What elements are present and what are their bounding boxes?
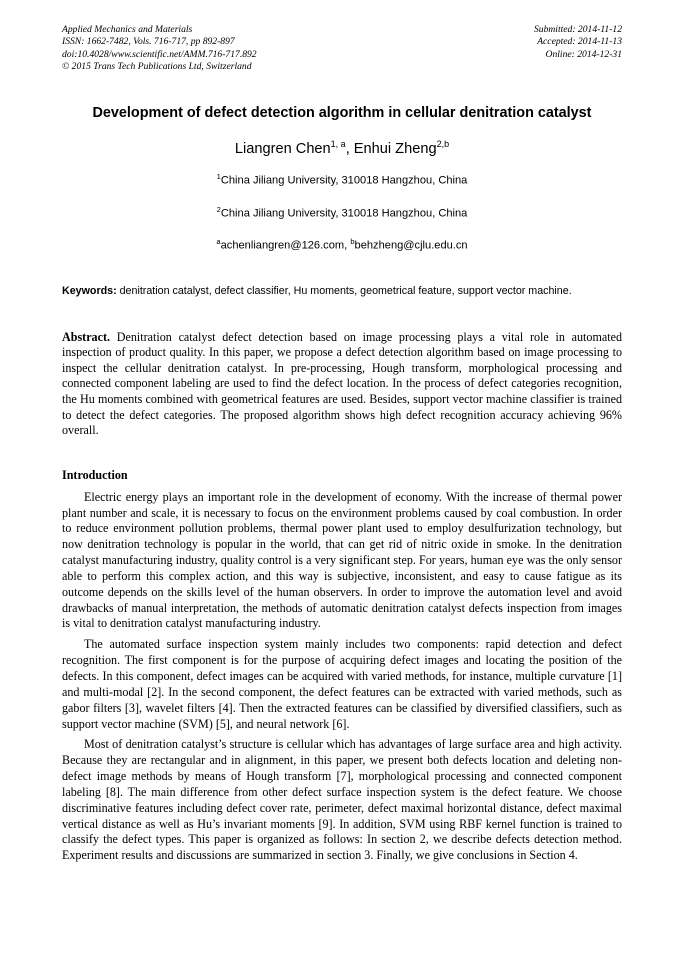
abstract-block (62, 330, 622, 439)
abstract-text: Denitration catalyst defect detection based on image processing plays a vital role in automated inspection of product quality. In this paper, we propose a defect detection algorithm based on image processing to inspect the cellular denitration catalyst. In pre-processing, Hough transform, morphological processing and connected component labeling are used to find the defect location. In the process of defect categories recognition, the Hu moments combined with geometrical features are used. Besides, support vector machine classifier is trained to detect the defect categories. The proposed algorithm shows high defect recognition accuracy achieving 96% overall. (62, 329, 622, 438)
journal-header-right (534, 24, 622, 61)
page-content (62, 24, 622, 864)
journal-header (62, 24, 622, 74)
author-name-2: Enhui Zheng (353, 140, 437, 157)
email-address-2[interactable]: behzheng@cjlu.edu.cn (354, 239, 468, 252)
journal-header-left (62, 24, 257, 74)
email-address-1[interactable]: achenliangren@126.com, (220, 239, 348, 252)
keywords-text: denitration catalyst, defect classifier, Hu moments, geometrical feature, support vector machine. (116, 284, 572, 297)
author-name-1: Liangren Chen (234, 140, 331, 157)
keywords-block (62, 284, 622, 299)
author-list (62, 135, 622, 159)
introduction-paragraph-3: Most of denitration catalyst’s structure is cellular which has advantages of large surface area and high activity. Because they are rectangular and in alignment, in this paper, we present both defects location and deleting non-defect image methods by means of Hough transform [7], morphological processing and connected component labeling [8]. The main difference from other defect surface inspection system is the defect feature. We choose discriminative features including defect cover rate, perimeter, defect maximal horizontal distance, defect maximal vertical distance as well as Hu’s invariant moments [9]. In addition, SVM using RBF kernel function is trained to classify the defect types. This paper is organized as follows: In section 2, we describe defects detection method. Experiment results and discussions are summarized in section 3. Finally, we give conclusions in Section 4. (62, 737, 622, 863)
introduction-paragraph-2: The automated surface inspection system mainly includes two components: rapid detection and defect recognition. The first component is for the purpose of acquiring defect images and locating the position of the defects. In this component, defect images can be acquired with varied methods, for instance, multiple curvature [1] and multi-modal [2]. In the second component, the defect features can be extracted with varied methods, such as gabor filters [3], wavelet filters [4]. Then the extracted features can be classified by diversified classifiers, such as support vector machine (SVM) [5], and neural network [6]. (62, 637, 622, 731)
journal-copyright: © 2015 Trans Tech Publications Ltd, Switzerland (62, 61, 252, 73)
submitted-date: Submitted: 2014-11-12 (533, 24, 622, 35)
keywords-label: Keywords: (62, 284, 117, 297)
author-emails (62, 232, 622, 256)
author-2-affiliation-marker: 2,b (436, 138, 450, 149)
section-heading-introduction: Introduction (62, 467, 128, 482)
introduction-paragraph-1: Electric energy plays an important role in the development of economy. With the increase of thermal power plant number and scale, it is necessary to focus on the environment problems caused by coal combustion. In order to reduce environment pollution problems, thermal power plant used to employ desulfurization technology, but now denitration technology is popular in the world, that can get rid of nitric oxide in smoke. In the denitration catalyst manufacturing industry, quality control is a very significant step. For years, human eye was the only sensor able to perform this complex action, and this way is subjective, inconsistent, and easy to cause fatigue as its outcome depends on the skills level of the human observers. In order to improve the automation level and avoid drawbacks of manual interpretation, the methods of automatic denitration catalyst defects inspection from images is vital to denitration catalyst manufacturing industry. (62, 489, 622, 631)
journal-doi: doi:10.4028/www.scientific.net/AMM.716-717.892 (62, 48, 257, 60)
author-separator: , (345, 140, 354, 157)
affiliation-2-text: China Jiliang University, 310018 Hangzhou, China (220, 207, 468, 220)
journal-name: Applied Mechanics and Materials (62, 24, 193, 35)
affiliation-1-marker: 1 (216, 172, 221, 182)
affiliation-2 (62, 200, 622, 224)
affiliation-2-marker: 2 (216, 205, 221, 215)
online-date: Online: 2014-12-31 (545, 48, 622, 60)
affiliation-1-text: China Jiliang University, 310018 Hangzhou, China (220, 175, 468, 188)
affiliation-1 (62, 167, 622, 191)
email-1-marker: a (216, 236, 221, 246)
abstract-label: Abstract. (62, 329, 111, 344)
page-title: Development of defect detection algorithm in cellular denitration catalyst (92, 104, 592, 121)
author-1-affiliation-marker: 1, a (330, 138, 346, 149)
accepted-date: Accepted: 2014-11-13 (537, 36, 622, 48)
journal-issn-volume: ISSN: 1662-7482, Vols. 716-717, pp 892-897 (62, 36, 235, 48)
email-2-marker: b (350, 236, 355, 246)
